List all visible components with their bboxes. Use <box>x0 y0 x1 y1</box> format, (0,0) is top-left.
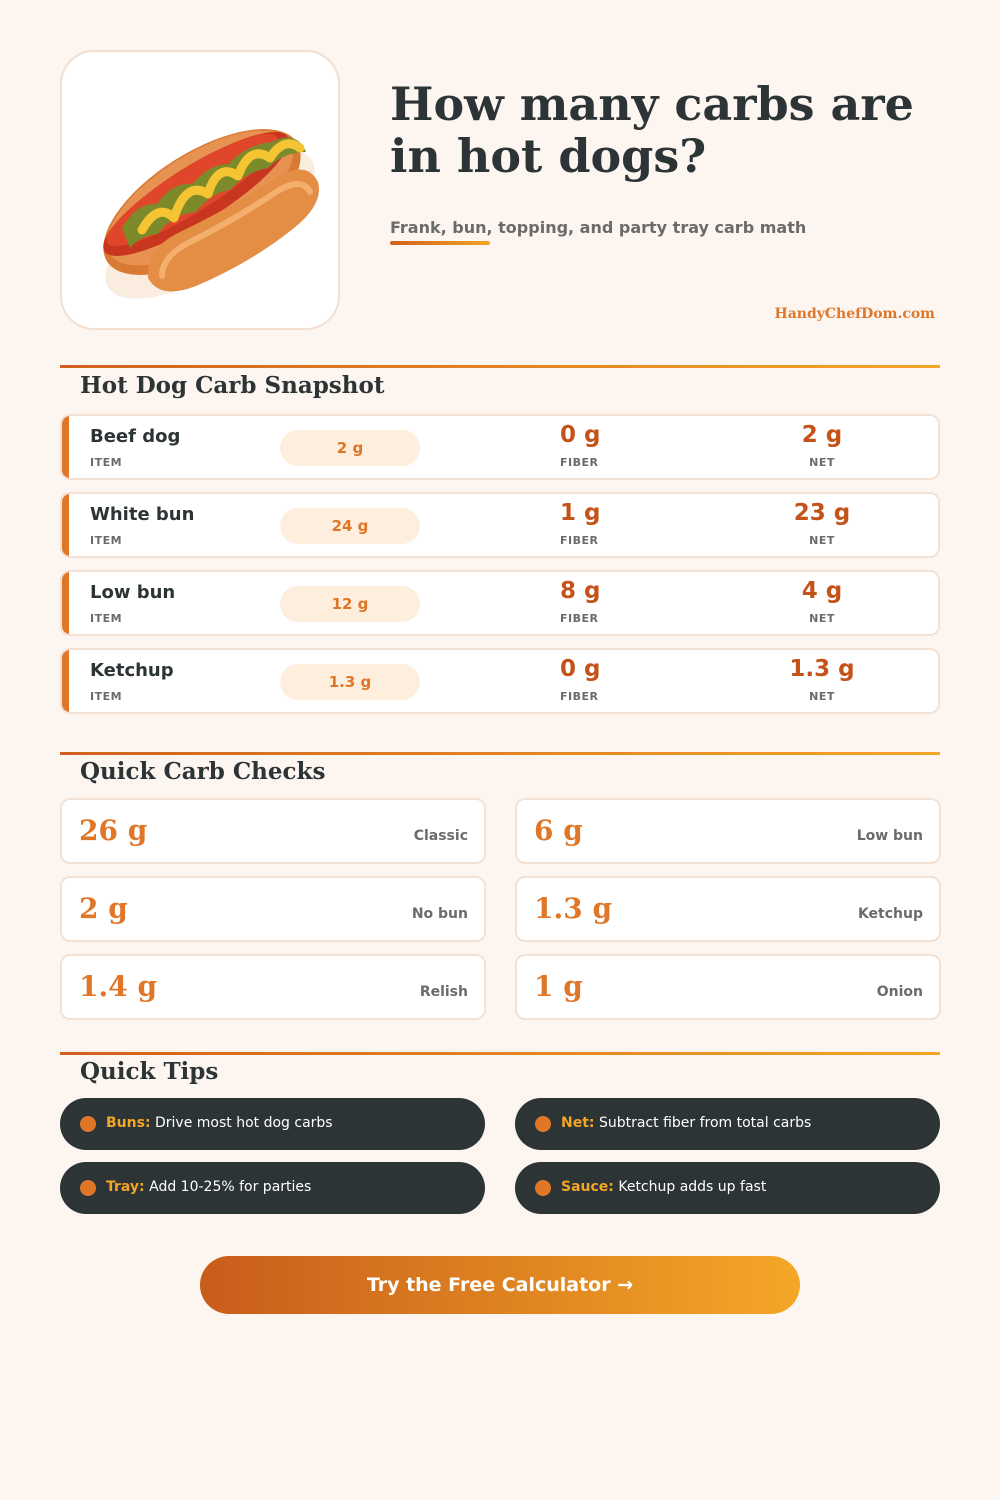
fiber-value: 0 g <box>560 422 601 448</box>
carb-check-card <box>60 954 486 1020</box>
net-label: NET <box>809 612 835 625</box>
row-accent-bar <box>62 494 69 556</box>
fiber-label: FIBER <box>560 456 599 469</box>
total-carbs-pill: 1.3 g <box>280 664 420 700</box>
tip-text <box>106 1179 311 1195</box>
bullet-dot-icon <box>535 1116 551 1132</box>
item-name: Beef dog <box>90 426 181 447</box>
snapshot-row <box>60 414 940 480</box>
checks-title: Quick Carb Checks <box>80 758 326 785</box>
carb-check-label: Low bun <box>856 828 923 844</box>
total-carbs-pill: 24 g <box>280 508 420 544</box>
tip-text <box>561 1115 811 1131</box>
net-value: 4 g <box>801 578 843 604</box>
section-divider <box>60 752 940 755</box>
carb-check-label: Relish <box>419 984 468 1000</box>
tip-body: Add 10-25% for parties <box>144 1179 312 1195</box>
page-subtitle: Frank, bun, topping, and party tray carb math <box>390 218 807 237</box>
carb-check-value: 2 g <box>79 892 128 925</box>
section-divider <box>60 365 940 368</box>
free-calculator-button[interactable]: Try the Free Calculator → <box>200 1256 800 1314</box>
carb-check-card <box>515 798 941 864</box>
tip-pill <box>60 1098 485 1150</box>
subtitle-underline <box>390 241 490 245</box>
bullet-dot-icon <box>535 1180 551 1196</box>
fiber-label: FIBER <box>560 534 599 547</box>
fiber-value: 8 g <box>560 578 601 604</box>
total-carbs-pill: 12 g <box>280 586 420 622</box>
item-name: White bun <box>90 504 195 525</box>
net-value: 23 g <box>793 500 851 526</box>
row-accent-bar <box>62 416 69 478</box>
carb-check-value: 26 g <box>79 814 148 847</box>
snapshot-title: Hot Dog Carb Snapshot <box>80 372 385 399</box>
carb-check-card <box>515 954 941 1020</box>
item-label: ITEM <box>90 534 123 547</box>
item-name: Ketchup <box>90 660 174 681</box>
row-accent-bar <box>62 650 69 712</box>
carb-check-value: 1 g <box>534 970 583 1003</box>
item-name: Low bun <box>90 582 176 603</box>
total-carbs-pill: 2 g <box>280 430 420 466</box>
tip-key: Net: <box>561 1115 595 1131</box>
tip-pill <box>515 1162 940 1214</box>
snapshot-row <box>60 648 940 714</box>
net-label: NET <box>809 534 835 547</box>
fiber-value: 0 g <box>560 656 601 682</box>
tip-pill <box>515 1098 940 1150</box>
tips-title: Quick Tips <box>80 1058 219 1085</box>
net-value: 1.3 g <box>789 656 855 682</box>
carb-check-value: 1.4 g <box>79 970 158 1003</box>
hot-dog-illustration-icon <box>62 52 342 332</box>
carb-check-card <box>60 876 486 942</box>
carb-check-card <box>515 876 941 942</box>
carb-check-label: No bun <box>411 906 468 922</box>
fiber-value: 1 g <box>560 500 601 526</box>
fiber-label: FIBER <box>560 612 599 625</box>
net-value: 2 g <box>801 422 843 448</box>
item-label: ITEM <box>90 456 123 469</box>
carb-check-value: 6 g <box>534 814 583 847</box>
tip-text <box>561 1179 766 1195</box>
carb-check-card <box>60 798 486 864</box>
item-label: ITEM <box>90 690 123 703</box>
item-label: ITEM <box>90 612 123 625</box>
tip-body: Drive most hot dog carbs <box>150 1115 333 1131</box>
carb-check-label: Classic <box>413 828 468 844</box>
carb-check-label: Onion <box>876 984 923 1000</box>
bullet-dot-icon <box>80 1116 96 1132</box>
tip-body: Subtract fiber from total carbs <box>594 1115 812 1131</box>
tip-pill <box>60 1162 485 1214</box>
snapshot-row <box>60 492 940 558</box>
net-label: NET <box>809 456 835 469</box>
tip-body: Ketchup adds up fast <box>613 1179 767 1195</box>
tip-key: Tray: <box>106 1179 145 1195</box>
carb-check-label: Ketchup <box>857 906 923 922</box>
brand-link[interactable]: HandyChefDom.com <box>774 306 935 322</box>
tip-text <box>106 1115 333 1131</box>
page-title: How many carbs are in hot dogs? <box>390 77 914 183</box>
hero-image-card <box>60 50 340 330</box>
net-label: NET <box>809 690 835 703</box>
tip-key: Sauce: <box>561 1179 614 1195</box>
row-accent-bar <box>62 572 69 634</box>
snapshot-row <box>60 570 940 636</box>
bullet-dot-icon <box>80 1180 96 1196</box>
fiber-label: FIBER <box>560 690 599 703</box>
tip-key: Buns: <box>106 1115 151 1131</box>
section-divider <box>60 1052 940 1055</box>
carb-check-value: 1.3 g <box>534 892 613 925</box>
